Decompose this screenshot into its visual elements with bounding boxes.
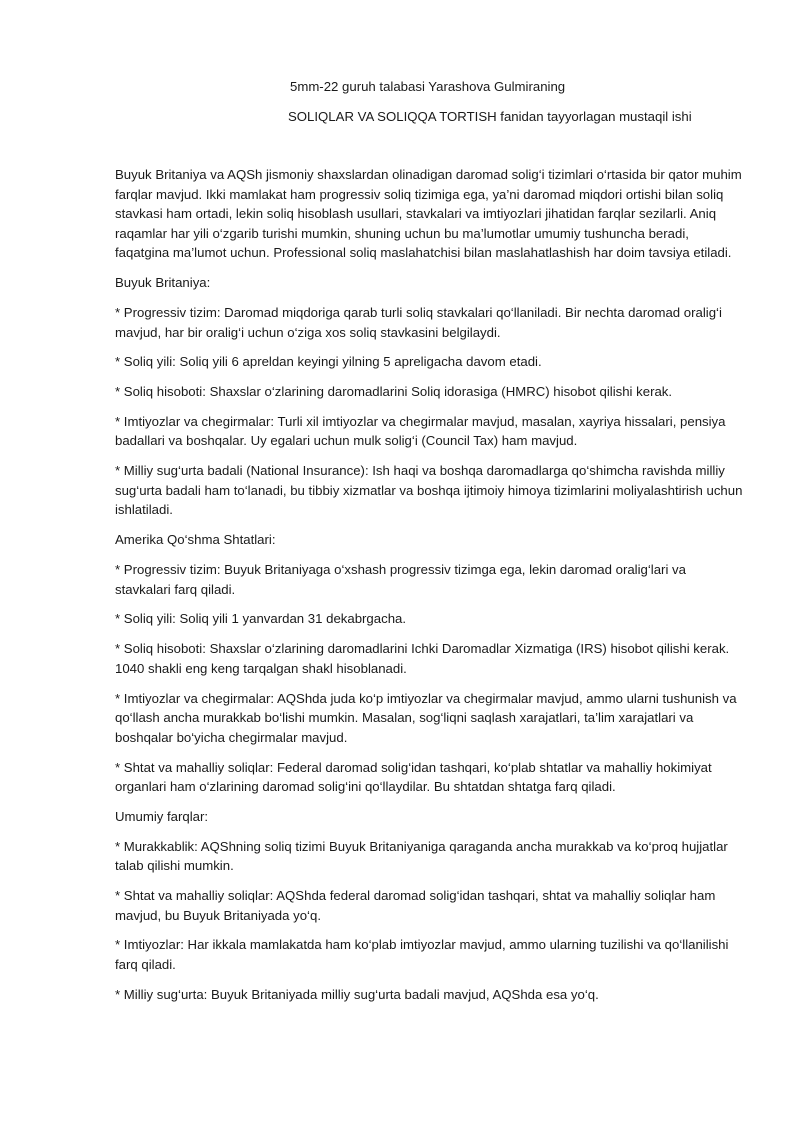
list-item: * Progressiv tizim: Buyuk Britaniyaga o‘xshash progressiv tizimga ega, lekin daromad oralig‘lari va stavkalari farq qiladi. [115,562,686,597]
document-body [115,165,745,1015]
list-item: * Milliy sug‘urta badali (National Insurance): Ish haqi va boshqa daromadlarga qo‘shimcha ravishda milliy sug‘urta badali ham to‘lanadi, bu tibbiy xizmatlar va boshqa ijtimoiy himoya tizimlarini moliyalashtirish uchun ishlatiladi. [115,463,743,518]
document-title: SOLIQLAR VA SOLIQQA TORTISH fanidan tayyorlagan mustaqil ishi [288,109,692,124]
list-item: * Imtiyozlar va chegirmalar: AQShda juda ko‘p imtiyozlar va chegirmalar mavjud, ammo ularni tushunish va qo‘llash ancha murakkab bo‘lishi mumkin. Masalan, sog‘liqni saqlash xarajatlari, ta’lim xarajatlari va boshqalar bo‘yicha chegirmalar mavjud. [115,690,737,745]
list-item: * Progressiv tizim: Daromad miqdoriga qarab turli soliq stavkalari qo‘llaniladi. Bir nechta daromad oralig‘i mavjud, har bir oralig‘i uchun o‘ziga xos soliq stavkasini belgilaydi. [115,304,722,340]
list-item: * Imtiyozlar va chegirmalar: Turli xil imtiyozlar va chegirmalar mavjud, masalan, xayriya hissalari, pensiya badallari va boshqalar. Uy egalari uchun mulk solig‘i (Council Tax) ham mavjud. [115,413,726,449]
list-item: * Soliq hisoboti: Shaxslar o‘zlarining daromadlarini Ichki Daromadlar Xizmatiga (IRS) hisobot qilishi kerak. 1040 shakli eng keng tarqalgan shakl hisoblanadi. [115,641,730,676]
list-item: * Milliy sug‘urta: Buyuk Britaniyada milliy sug‘urta badali mavjud, AQShda esa yo‘q. [115,986,599,1002]
list-item: * Shtat va mahalliy soliqlar: Federal daromad solig‘idan tashqari, ko‘plab shtatlar va mahalliy hokimiyat organlari ham o‘zlarining daromad solig‘ini qo‘llaydilar. Bu shtatdan shtatga farq qiladi. [115,759,712,795]
list-item: * Murakkablik: AQShning soliq tizimi Buyuk Britaniyaniga qaraganda ancha murakkab va ko‘proq hujjatlar talab qilishi mumkin. [115,838,728,874]
list-item: * Soliq yili: Soliq yili 6 apreldan keyingi yilning 5 apreligacha davom etadi. [115,354,542,370]
section-heading-general: Umumiy farqlar: [115,808,209,824]
list-item: * Soliq hisoboti: Shaxslar o‘zlarining daromadlarini Soliq idorasiga (HMRC) hisobot qilishi kerak. [115,384,673,400]
intro-paragraph: Buyuk Britaniya va AQSh jismoniy shaxslardan olinadigan daromad solig‘i tizimlari o‘rtasida bir qator muhim farqlar mavjud. Ikki mamlakat ham progressiv soliq tizimiga ega, ya’ni daromad miqdori ortishi bilan soliq stavkasi ham ortadi, lekin soliq hisoblash usullari, stavkalari va imtiyozlari jihatidan farqlar sezilarli. Aniq raqamlar har yili o‘zgarib turishi mumkin, shuning uchun bu ma’lumotlar umumiy tushuncha beradi, faqatgina ma’lumot uchun. Professional soliq maslahatchisi bilan maslahatlashish har doim tavsiya etiladi. [115,167,742,261]
list-item: * Shtat va mahalliy soliqlar: AQShda federal daromad solig‘idan tashqari, shtat va mahalliy soliqlar ham mavjud, bu Buyuk Britaniyada yo‘q. [115,888,716,923]
section-heading-us: Amerika Qo‘shma Shtatlari: [115,532,276,548]
section-heading-uk: Buyuk Britaniya: [115,275,211,291]
author-line: 5mm-22 guruh talabasi Yarashova Gulmiraning [290,79,566,94]
list-item: * Imtiyozlar: Har ikkala mamlakatda ham ko‘plab imtiyozlar mavjud, ammo ularning tuzilishi va qo‘llanilishi farq qiladi. [115,937,729,972]
list-item: * Soliq yili: Soliq yili 1 yanvardan 31 dekabrgacha. [115,611,407,627]
